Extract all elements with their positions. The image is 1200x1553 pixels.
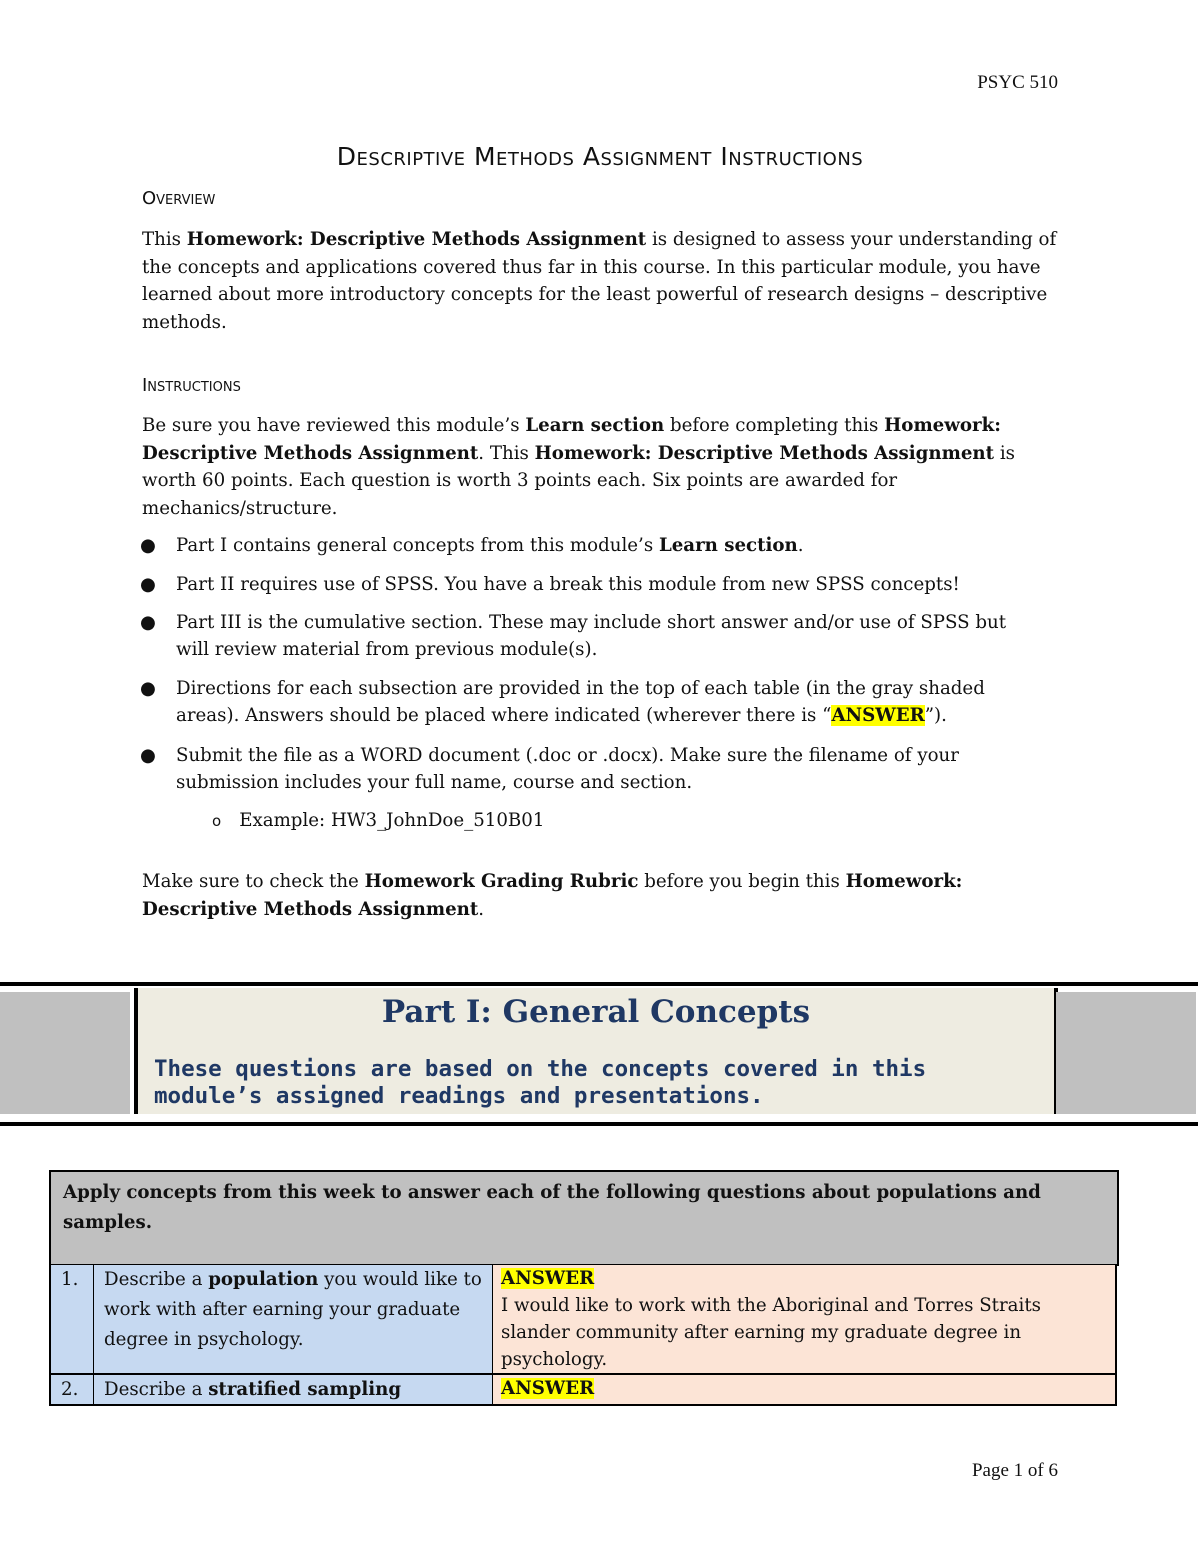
bullet-item: ● Part I contains general concepts from this module’s Learn section. — [140, 532, 1040, 559]
bullet-icon: ● — [140, 678, 156, 699]
bullet-icon: ● — [140, 745, 156, 766]
question-number: 1. — [49, 1264, 94, 1374]
part-banner — [0, 982, 1198, 1126]
part-title: Part I: General Concepts — [381, 994, 811, 1030]
running-header: PSYC 510 — [977, 72, 1058, 93]
bullet-icon: ● — [140, 574, 156, 595]
question-text: Describe a stratified sampling — [93, 1374, 493, 1406]
banner-left-shade — [0, 992, 130, 1114]
answer-label: ANSWER — [501, 1378, 595, 1399]
answer-field[interactable] — [492, 1264, 1117, 1374]
bullet-item: ● Submit the file as a WORD document (.doc or .docx). Make sure the filename of your submission includes your full name, course and section. — [140, 742, 1040, 796]
answer-label: ANSWER — [501, 1268, 595, 1289]
instructions-heading: Instructions — [142, 375, 241, 396]
question-text: Describe a population you would like to work with after earning your graduate degree in psychology. — [93, 1264, 493, 1374]
part-subtitle: These questions are based on the concepts covered in this module’s assigned readings and presentations. — [154, 1056, 927, 1109]
overview-paragraph: This Homework: Descriptive Methods Assignment is designed to assess your understanding of the concepts and applications covered thus far in this course. In this particular module, you have learned about more introductory concepts for the least powerful of research designs – descriptive methods. — [142, 229, 1057, 333]
question-number: 2. — [49, 1374, 94, 1406]
instructions-paragraph: Be sure you have reviewed this module’s Learn section before completing this Homework: Descriptive Methods Assignment. This Homework: Descriptive Methods Assignment is worth 60 points. Each question is worth 3 points each. Six points are awarded for mechanics/structure. — [142, 415, 1015, 519]
bullet-item: ● Part III is the cumulative section. These may include short answer and/or use of SPSS but will review material from previous module(s). — [140, 609, 1040, 663]
answer-field[interactable] — [492, 1374, 1117, 1406]
bullet-item: ● Directions for each subsection are provided in the top of each table (in the gray shaded areas). Answers should be placed where indicated (wherever there is “ANSWER”). — [140, 675, 1040, 729]
table-row — [49, 1374, 1117, 1406]
overview-heading: Overview — [142, 188, 216, 209]
bullet-icon: ● — [140, 612, 156, 633]
answer-text: I would like to work with the Aboriginal and Torres Straits slander community after earning my graduate degree in psychology. — [501, 1295, 1041, 1370]
banner-center — [134, 988, 1058, 1114]
table-row — [49, 1264, 1117, 1374]
circle-bullet-icon: o — [212, 812, 222, 830]
sub-bullet-item: o Example: HW3_JohnDoe_510B01 — [212, 810, 545, 831]
page-number: Page 1 of 6 — [971, 1460, 1058, 1481]
page-title: Descriptive Methods Assignment Instructions — [336, 142, 864, 171]
banner-right-shade — [1056, 992, 1196, 1114]
bullet-item: ● Part II requires use of SPSS. You have a break this module from new SPSS concepts! — [140, 571, 1040, 598]
bullet-icon: ● — [140, 535, 156, 556]
table-header: Apply concepts from this week to answer each of the following questions about populations and samples. — [49, 1170, 1119, 1266]
closing-paragraph: Make sure to check the Homework Grading Rubric before you begin this Homework: Descriptive Methods Assignment. — [142, 871, 963, 920]
